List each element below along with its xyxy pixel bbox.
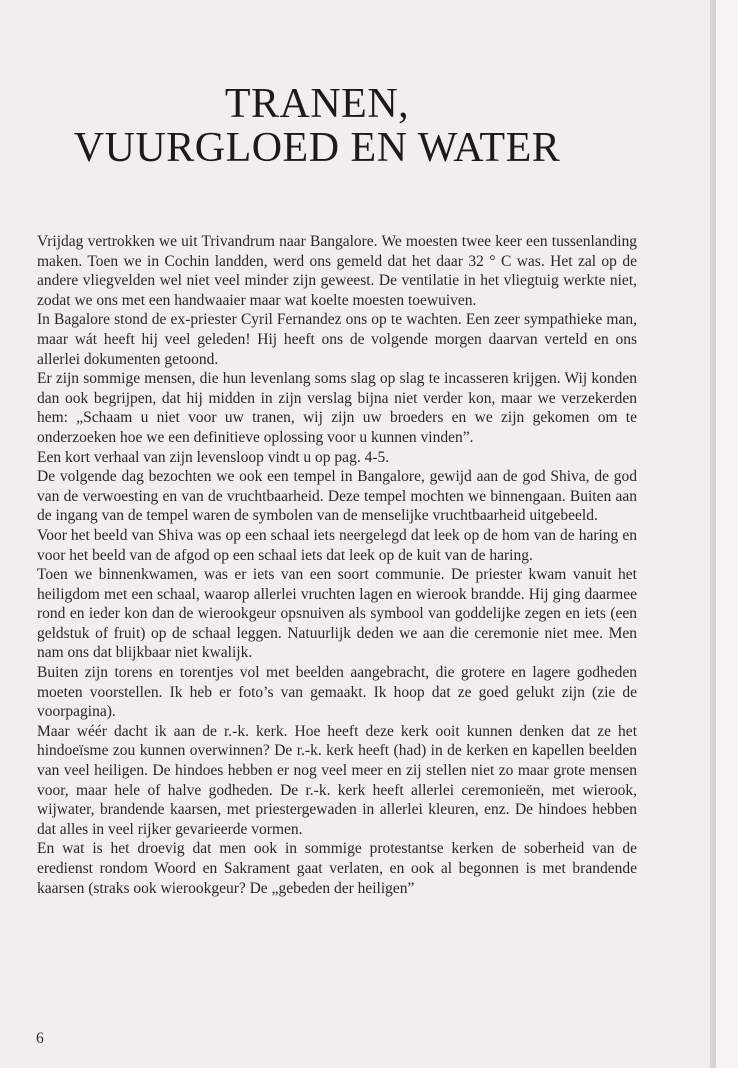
paragraph: Een kort verhaal van zijn levensloop vindt u op pag. 4-5. bbox=[37, 448, 390, 466]
background-margin bbox=[716, 0, 738, 1068]
page-title bbox=[0, 82, 634, 170]
paragraph: Maar wéér dacht ik aan de r.-k. kerk. Hoe heeft deze kerk ooit kunnen denken dat ze het hindoeïsme zou kunnen overwinnen? De r.-k. kerk heeft (had) in de kerken en kapellen beelden van veel heiligen. De hindoes hebben er nog veel meer en zij stellen niet zo maar grote mensen voor, maar hele of halve godheden. De r.-k. kerk heeft allerlei ceremonieën, met wierook, wijwater, brandende kaarsen, met priestergewaden in allerlei kleuren, enz. De hindoes hebben dat alles in veel rijker gevarieerde vormen. bbox=[37, 722, 637, 838]
paragraph: Toen we binnenkwamen, was er iets van een soort communie. De priester kwam vanuit het heiligdom met een schaal, waarop allerlei vruchten lagen en wierook brandde. Hij ging daarmee rond en ieder kon dan de wierookgeur opsnuiven als symbool van goddelijke zegen en iets (een geldstuk of fruit) op de schaal leggen. Natuurlijk deden we aan die ceremonie niet mee. Men nam ons dat blijkbaar niet kwalijk. bbox=[37, 566, 637, 662]
paragraph: Voor het beeld van Shiva was op een schaal iets neergelegd dat leek op de hom van de haring en voor het beeld van de afgod op een schaal iets dat leek op de kuit van de haring. bbox=[37, 526, 637, 564]
body-text bbox=[37, 232, 637, 898]
title-line-1: TRANEN, bbox=[224, 81, 410, 127]
title-line-2: VUURGLOED EN WATER bbox=[73, 125, 561, 171]
paragraph: De volgende dag bezochten we ook een tempel in Bangalore, gewijd aan de god Shiva, de god van de verwoesting en van de vruchtbaarheid. Deze tempel mochten we binnengaan. Buiten aan de ingang van de tempel waren de symbolen van de menselijke vruchtbaarheid uitgebeeld. bbox=[37, 468, 637, 525]
paragraph: In Bagalore stond de ex-priester Cyril Fernandez ons op te wachten. Een zeer sympathieke man, maar wát heeft hij veel geleden! Hij heeft ons de volgende morgen daarvan verteld en ons allerlei dokumenten getoond. bbox=[37, 311, 637, 368]
paragraph: En wat is het droevig dat men ook in sommige protestantse kerken de soberheid van de eredienst rondom Woord en Sakrament gaat verlaten, en ook al begonnen is met brandende kaarsen (straks ook wierookgeur? De „gebeden der heiligen” bbox=[37, 840, 637, 897]
paragraph: Buiten zijn torens en torentjes vol met beelden aangebracht, die grotere en lagere godheden moeten voorstellen. Ik heb er foto’s van gemaakt. Ik hoop dat ze goed gelukt zijn (zie de voorpagina). bbox=[37, 664, 637, 721]
page-number: 6 bbox=[36, 1030, 44, 1047]
paragraph: Er zijn sommige mensen, die hun levenlang soms slag op slag te incasseren krijgen. Wij konden dan ook begrijpen, dat hij midden in zijn verslag bijna niet verder kon, maar we verzekerden hem: „Schaam u niet voor uw tranen, wij zijn uw broeders en we zijn gekomen om te onderzoeken hoe we een definitieve oplossing voor u kunnen vinden”. bbox=[37, 370, 637, 446]
paragraph: Vrijdag vertrokken we uit Trivandrum naar Bangalore. We moesten twee keer een tussenlanding maken. Toen we in Cochin landden, werd ons gemeld dat het daar 32 ° C was. Het zal op de andere vliegvelden wel niet veel minder zijn geweest. De ventilatie in het vliegtuig werkte niet, zodat we ons met een handwaaier maar wat koelte moesten toewuiven. bbox=[37, 233, 637, 309]
